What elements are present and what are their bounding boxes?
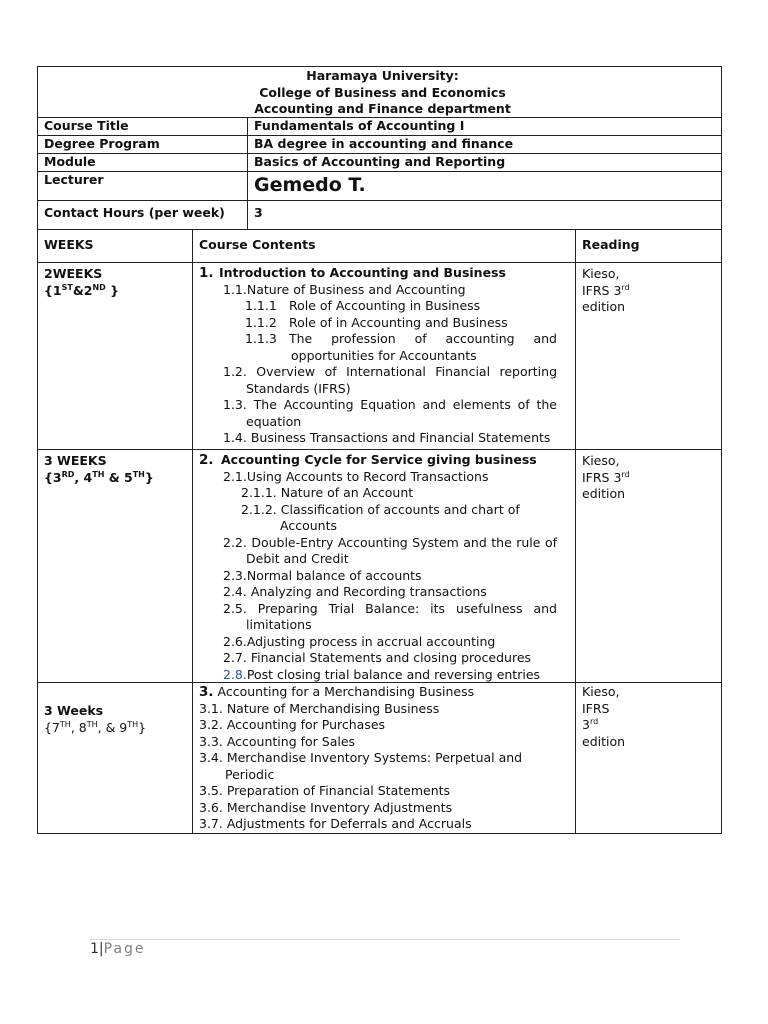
weeks-range: {7TH, 8TH, & 9TH} (44, 719, 147, 735)
table-row (38, 262, 721, 449)
weeks-cell (38, 683, 192, 833)
contents-column-header: Course Contents (192, 230, 575, 262)
list-item: 3.4. Merchandise Inventory Systems: Perpetual and (199, 750, 523, 765)
list-item-continued: equation (246, 413, 302, 429)
list-item: 2.7. Financial Statements and closing procedures (223, 650, 532, 665)
institution-header (38, 67, 721, 117)
list-item: 3.6. Merchandise Inventory Adjustments (199, 799, 453, 815)
lecturer-value: Gemedo T. (247, 172, 721, 200)
list-item: 1.4. Business Transactions and Financial Statements (223, 430, 551, 445)
section-title: 1. Introduction to Accounting and Business (199, 265, 506, 281)
list-item: 2.2. Double-Entry Accounting System and the rule of (223, 534, 557, 550)
list-item: 1.1.1 Role of Accounting in Business (245, 298, 481, 313)
list-item: 2.3.Normal balance of accounts (223, 567, 422, 583)
course-title-value: Fundamentals of Accounting I (247, 118, 721, 135)
contents-cell (192, 683, 575, 833)
course-outline-table (37, 66, 722, 834)
reading-cell: Kieso, IFRS 3rd edition (575, 450, 721, 682)
reading-column-header: Reading (575, 230, 721, 262)
weeks-title: 3 Weeks (44, 703, 104, 718)
list-item: 2.5. Preparing Trial Balance: its usefulness and (223, 600, 557, 616)
university-name: Haramaya University: (306, 68, 459, 83)
course-title-label: Course Title (44, 118, 129, 133)
contact-hours-label: Contact Hours (per week) (44, 205, 225, 220)
info-row-lecturer (38, 171, 721, 200)
reading-cell: Kieso, IFRS 3rd edition (575, 683, 721, 833)
list-item: 1.1.Nature of Business and Accounting (223, 281, 466, 297)
weeks-range: {3RD, 4TH & 5TH} (44, 469, 154, 485)
list-item-continued: opportunities for Accountants (291, 347, 477, 363)
contents-cell (192, 450, 575, 682)
list-item: 3.3. Accounting for Sales (199, 733, 356, 749)
degree-program-value: BA degree in accounting and finance (247, 136, 721, 153)
list-item-continued: Accounts (280, 518, 337, 533)
weeks-title: 3 WEEKS (44, 453, 107, 468)
list-item: 1.1.2 Role of in Accounting and Business (245, 314, 508, 330)
list-item: 1.1.3 The profession of accounting and (245, 331, 557, 346)
table-row (38, 449, 721, 682)
weeks-title: 2WEEKS (44, 266, 103, 281)
list-item: 3.2. Accounting for Purchases (199, 717, 386, 732)
page-footer (90, 941, 146, 957)
college-name: College of Business and Economics (259, 84, 506, 100)
table-row (38, 682, 721, 833)
list-item: 3.7. Adjustments for Deferrals and Accruals (199, 816, 472, 831)
info-row-degree (38, 135, 721, 153)
reading-cell: Kieso, IFRS 3rd edition (575, 263, 721, 449)
module-label: Module (44, 154, 96, 169)
list-item: 2.1.1. Nature of an Account (241, 485, 414, 500)
list-item: 2.8.Post closing trial balance and reversing entries (223, 666, 541, 682)
degree-program-label: Degree Program (44, 136, 160, 151)
weeks-range: {1ST&2ND } (44, 282, 120, 298)
info-row-module (38, 153, 721, 171)
lecturer-label: Lecturer (44, 172, 104, 187)
weeks-cell (38, 263, 192, 449)
section-title: 2. Accounting Cycle for Service giving business (199, 452, 537, 468)
section-title: 3. Accounting for a Merchandising Business (199, 684, 475, 700)
list-item: 2.6.Adjusting process in accrual accounting (223, 633, 496, 649)
info-row-course-title (38, 117, 721, 135)
list-item: 1.3. The Accounting Equation and elements of the (223, 397, 557, 412)
column-header-row (38, 229, 721, 262)
info-row-contact-hours (38, 200, 721, 229)
module-value: Basics of Accounting and Reporting (247, 154, 721, 171)
list-item-continued: Periodic (225, 766, 275, 782)
list-item-continued: Standards (IFRS) (246, 380, 351, 396)
page-label: Page (103, 941, 146, 957)
list-item-continued: Debit and Credit (246, 551, 349, 566)
table-header-row (38, 67, 721, 117)
list-item: 3.5. Preparation of Financial Statements (199, 783, 451, 798)
weeks-cell (38, 450, 192, 682)
list-item-continued: limitations (246, 617, 312, 632)
contents-cell (192, 263, 575, 449)
list-item: 3.1. Nature of Merchandising Business (199, 700, 440, 716)
page-number: 1 (90, 941, 99, 957)
contact-hours-value: 3 (247, 201, 721, 229)
footer-divider (90, 939, 680, 940)
department-name: Accounting and Finance department (254, 101, 511, 116)
list-item: 1.2. Overview of International Financial reporting (223, 364, 557, 379)
weeks-column-header: WEEKS (44, 237, 94, 252)
list-item: 2.1.Using Accounts to Record Transactions (223, 468, 489, 484)
list-item: 2.1.2. Classification of accounts and chart of (241, 501, 520, 517)
footer-separator: | (98, 941, 104, 957)
list-item: 2.4. Analyzing and Recording transactions (223, 584, 487, 599)
